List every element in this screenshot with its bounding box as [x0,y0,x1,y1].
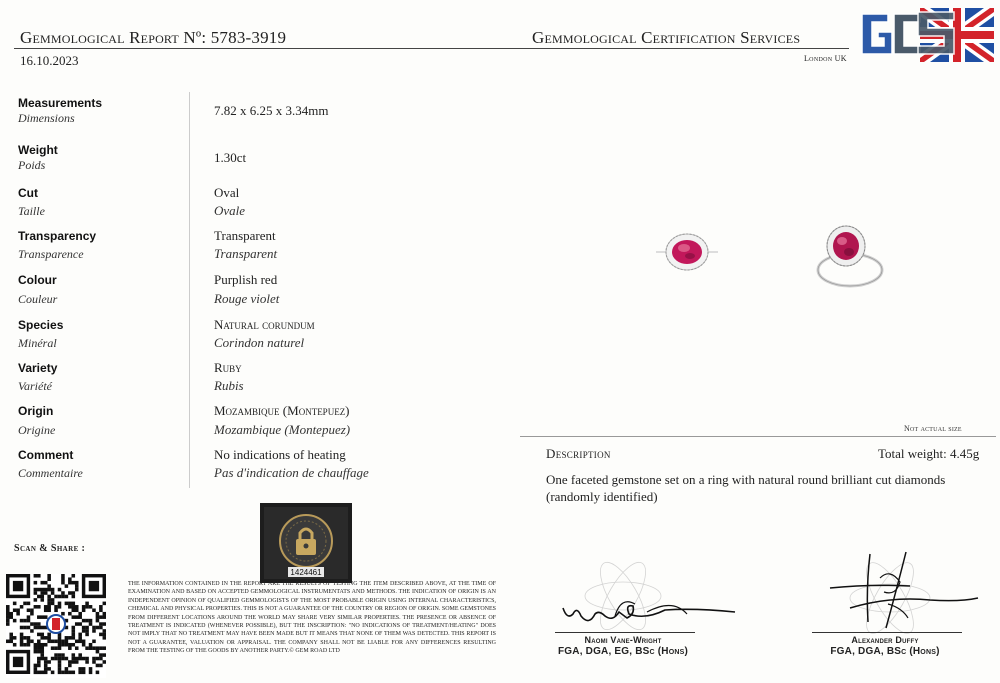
label-transparence-fr: Transparence [18,247,84,261]
label-origine-fr: Origine [18,423,56,437]
ring-photo-side-view [812,222,886,292]
label-transparency: Transparency [18,229,97,243]
signature-alexander [810,548,980,638]
label-dimensions-fr: Dimensions [18,111,75,125]
scan-share-label: Scan & Share : [14,543,86,554]
label-origin: Origin [18,404,54,418]
label-weight: Weight [18,143,58,157]
report-title: Gemmological Report Nº: 5783-3919 [20,28,287,47]
value-measurements: 7.82 x 6.25 x 3.34mm [214,103,329,118]
value-variety: Ruby [214,360,242,375]
signatory-name: Alexander Duffy [851,635,919,645]
label-couleur-fr: Couleur [18,292,58,306]
value-colour-fr: Rouge violet [214,291,280,306]
value-species-fr: Corindon naturel [214,335,305,350]
label-taille-fr: Taille [18,204,45,218]
signatory-name: Naomi Vane-Wright [584,635,662,645]
value-weight: 1.30ct [214,150,247,165]
label-comment: Comment [18,448,74,462]
signature-line [812,632,962,633]
signatory-qualifications: FGA, DGA, BSc (Hons) [830,646,940,657]
signature-naomi [555,556,740,636]
report-date: 16.10.2023 [20,53,79,68]
value-cut: Oval [214,185,240,200]
description-heading: Description [546,446,611,461]
company-name: Gemmological Certification Services [532,28,801,47]
value-transparency: Transparent [214,228,276,243]
value-origin-fr: Mozambique (Montepuez) [214,422,351,437]
description-rule [520,436,996,437]
label-mineral-fr: Minéral [18,336,57,350]
value-transparency-fr: Transparent [214,246,278,261]
security-seal-hologram [260,503,352,583]
seal-number: 1424461 [290,568,322,577]
company-city: London UK [804,54,847,63]
label-measurements: Measurements [18,96,103,110]
disclaimer-text: THE INFORMATION CONTAINED IN THE REPORT ARE THE RESULTS OF TESTING THE ITEM DESCRIBED ABOVE, AT THE TIME OF EXAMINATION AND BASED ON ACCEPTED GEMMOLOGICAL INSTRUMENTATS AND METHODS. THE INDICATION OF ORIGIN IS AN INDEPENDENT OPINION OF QUALIFIED GEMMOLOGISTS OF THE MOST PROBABLE ORIGIN USING INTERNAL CHARACTERISTICS, CHEMICAL AND PHYSICAL PROPERTIES. THIS IS NOT A GUARANTEE OF THE COUNTRY OR REGION OF ORIGIN. SOME GEMSTONES FROM DIFFERENT LOCATIONS AROUND THE WORLD MAY SHARE VERY SIMILAR PROPERTIES. THE PRESENCE OR ABSENCE OF TREATMENT IS INDICATED (WHENEVER POSSIBLE), BUT THE INSCRIPTION: "NO INDICATIONS OF TREATMENT/HEATING" DOES NOT IMPLY THAT NO TREATMENT MAY HAVE BEEN MADE BUT IT MEANS THAT NONE OF THEM WAS DETECTED. THIS REPORT IS NOT A GUARANTEE, VALUATION OR APPRAISAL. THE COMPANY SHALL NOT BE LIABLE FOR ANY DIFFERENCES RESULTING FROM THE TESTING OF THE GOODS BY ANOTHER PARTY.© GEM ROAD LTD [128,581,496,655]
label-variete-fr: Variété [18,379,52,393]
signature-line [555,632,695,633]
label-cut: Cut [18,186,38,200]
value-cut-fr: Ovale [214,203,246,218]
total-weight: Total weight: 4.45g [878,446,980,461]
value-colour: Purplish red [214,272,278,287]
value-species: Natural corundum [214,317,315,332]
value-comment-fr: Pas d'indication de chauffage [214,465,369,480]
label-poids-fr: Poids [18,158,46,172]
signatory-qualifications: FGA, DGA, EG, BSc (Hons) [557,646,689,657]
not-actual-size-note: Not actual size [904,424,962,433]
header-rule [349,48,849,49]
ring-photo-top-view [656,228,718,278]
qr-code[interactable] [6,574,106,678]
header-rule [14,48,349,49]
label-colour: Colour [18,273,57,287]
label-variety: Variety [18,361,58,375]
description-text: One faceted gemstone set on a ring with natural round brilliant cut diamonds (randomly identified) [546,472,946,504]
gcs-logo [858,4,996,66]
properties-divider [189,92,190,488]
label-species: Species [18,318,64,332]
label-commentaire-fr: Commentaire [18,466,83,480]
value-origin: Mozambique (Montepuez) [214,403,350,418]
value-comment: No indications of heating [214,447,346,462]
value-variety-fr: Rubis [214,378,244,393]
